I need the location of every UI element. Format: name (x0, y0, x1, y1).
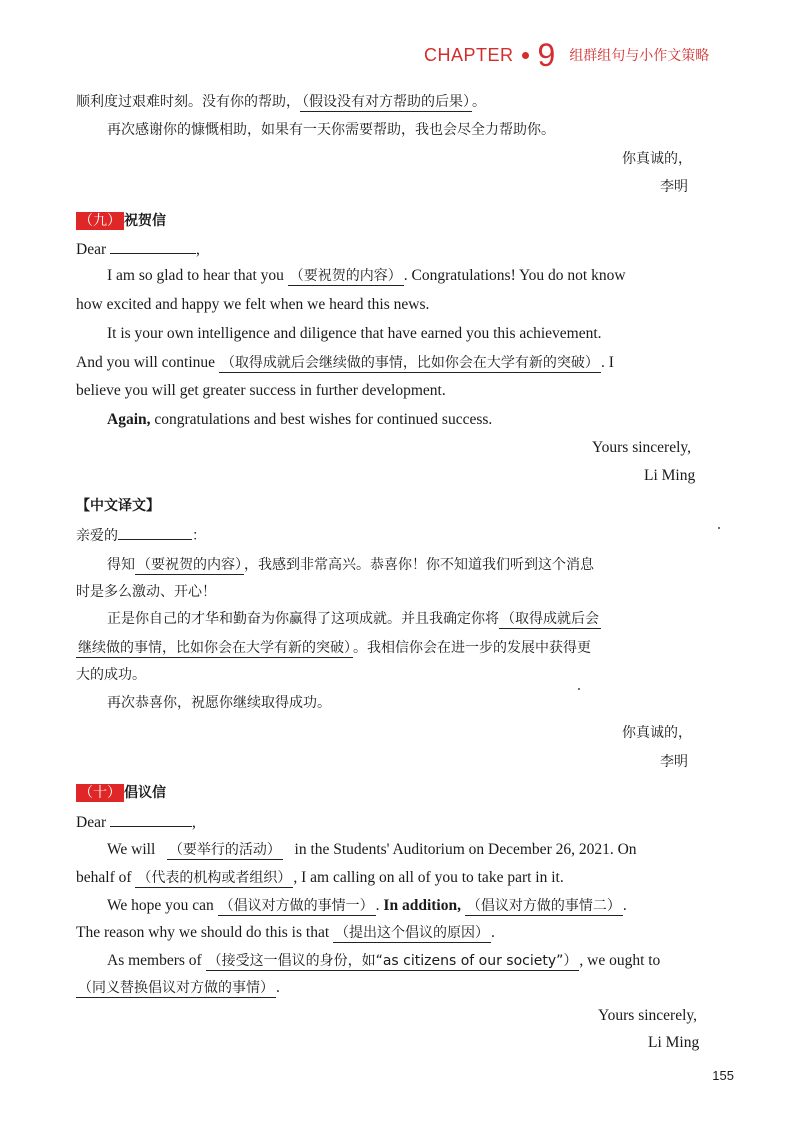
top-line-2: 再次感谢你的慷慨相助，如果有一天你需要帮助，我也会尽全力帮助你。 (107, 122, 555, 138)
chapter-bullet-icon (522, 52, 529, 59)
text: As members of (107, 952, 202, 969)
blank-hint: 继续做的事情，比如你会在大学有新的突破） (78, 640, 351, 656)
text: 得知 (107, 557, 135, 573)
text: Dear (76, 241, 107, 258)
text: . (622, 897, 627, 914)
s9-zh-closing: 你真诚的， (622, 725, 692, 741)
section-10-badge: （十） (76, 784, 124, 802)
s9-p3 (107, 410, 492, 430)
text: congratulations and best wishes for continued success. (150, 411, 493, 428)
text: 顺利度过艰难时刻。没有你的帮助， (76, 94, 300, 110)
text: 正是你自己的才华和勤奋为你赢得了这项成就。并且我确定你将 (107, 611, 499, 627)
blank-hint: （倡议对方做的事情二） (466, 898, 621, 914)
s10-closing: Yours sincerely, (598, 1007, 698, 1024)
blank-line (110, 812, 192, 827)
text: . I (600, 354, 614, 371)
s9-zh-p2-line3: 大的成功。 (76, 667, 146, 683)
chapter-header (424, 38, 709, 72)
section-9-heading (76, 211, 166, 231)
blank-hint: （代表的机构或者组织） (137, 870, 292, 886)
text: 。 (472, 94, 486, 110)
s9-p2-line1: It is your own intelligence and diligence that have earned you this achievement. (107, 325, 602, 342)
text: We hope you can (107, 897, 214, 914)
s9-p1-line2: how excited and happy we felt when we heard this news. (76, 296, 430, 313)
text: . (491, 924, 495, 941)
s9-zh-signature: 李明 (660, 754, 688, 770)
s9-p2-line2 (76, 353, 614, 373)
text-bold: Again, (107, 411, 151, 428)
text: , (196, 241, 200, 258)
blank-hint: （要祝贺的内容） (137, 557, 242, 573)
section-10-title: 倡议信 (124, 785, 166, 801)
text: ，我感到非常高兴。恭喜你！你不知道我们听到这个消息 (244, 557, 594, 573)
top-signature: 李明 (660, 179, 688, 195)
s9-p2-line3: believe you will get greater success in further development. (76, 382, 446, 399)
page-number: 155 (712, 1068, 734, 1083)
top-closing: 你真诚的， (622, 151, 692, 167)
s10-signature: Li Ming (648, 1034, 700, 1051)
s10-p2 (107, 896, 627, 916)
text: in the Students' Auditorium on December 26, 2021. On (294, 841, 637, 858)
chapter-number: 9 (537, 36, 556, 73)
s9-zh-p1-line1 (107, 555, 594, 575)
scan-speck (578, 688, 580, 690)
text: , we ought to (579, 952, 661, 969)
top-line-1 (76, 92, 486, 112)
blank-line (110, 239, 196, 254)
s10-p1-line2 (76, 868, 564, 888)
text: . (375, 897, 380, 914)
s10-p4-line1 (107, 951, 660, 971)
text: , (192, 814, 196, 831)
s10-p3 (76, 923, 495, 943)
scan-speck (718, 527, 720, 529)
text: Dear (76, 814, 107, 831)
text: . (276, 979, 280, 996)
text-bold: In addition, (383, 897, 461, 914)
s9-zh-p2-line2 (76, 638, 591, 658)
blank-hint: （取得成就后会继续做的事情，比如你会在大学有新的突破） (220, 355, 599, 371)
s9-zh-p1-line2: 时是多么激动、开心！ (76, 584, 216, 600)
text: ： (192, 528, 206, 544)
blank-hint: （同义替换倡议对方做的事情） (78, 980, 274, 996)
s9-zh-p3: 再次恭喜你，祝愿你继续取得成功。 (107, 695, 331, 711)
s9-dear (76, 239, 200, 260)
s9-p1-line1 (107, 266, 626, 286)
chapter-title: 组群组句与小作文策略 (569, 48, 710, 64)
text: I am so glad to hear that you (107, 267, 284, 284)
s9-zh-p2-line1 (107, 609, 601, 629)
text: behalf of (76, 869, 132, 886)
blank-hint: （接受这一倡议的身份，如“as citizens of our society”） (207, 953, 578, 969)
section-9-badge: （九） (76, 212, 124, 230)
blank-line (118, 525, 192, 540)
chapter-word: CHAPTER (424, 44, 514, 65)
blank-hint: （提出这个倡议的原因） (335, 925, 490, 941)
text: 。我相信你会在进一步的发展中获得更 (353, 640, 591, 656)
text: The reason why we should do this is that (76, 924, 330, 941)
blank-hint: （要祝贺的内容） (289, 268, 402, 284)
blank-hint: （要举行的活动） (168, 842, 281, 858)
s9-signature: Li Ming (644, 467, 696, 484)
blank-hint: （取得成就后会 (501, 611, 599, 627)
text: 亲爱的 (76, 528, 118, 544)
s9-closing: Yours sincerely, (592, 439, 692, 456)
text: We will (107, 841, 156, 858)
text: , I am calling on all of you to take part in it. (293, 869, 564, 886)
s10-p1-line1 (107, 840, 637, 860)
blank-hint: （倡议对方做的事情一） (219, 898, 374, 914)
blank-hint: （假设没有对方帮助的后果） (302, 94, 470, 110)
section-9-title: 祝贺信 (124, 213, 166, 229)
s10-p4-line2 (76, 978, 280, 998)
text: And you will continue (76, 354, 216, 371)
s9-zh-heading: 【中文译文】 (76, 498, 160, 514)
section-10-heading (76, 783, 166, 803)
text: . Congratulations! You do not know (403, 267, 626, 284)
s10-dear (76, 812, 196, 833)
s9-zh-dear (76, 525, 206, 546)
